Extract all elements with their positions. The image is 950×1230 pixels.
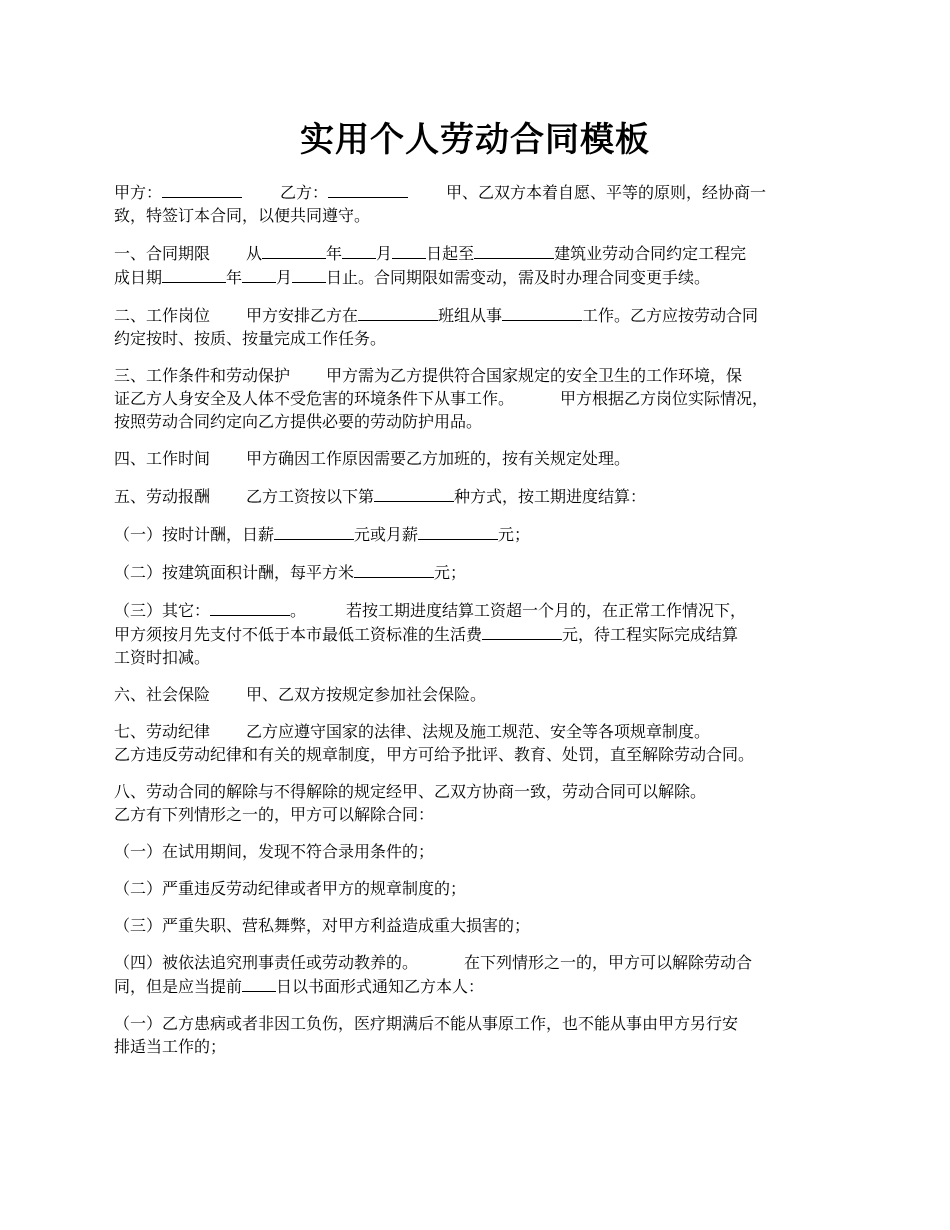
termination-item-3: （三）严重失职、营私舞弊，对甲方利益造成重大损害的； [114,916,531,935]
daily-pay-blank [274,522,354,540]
start-year-blank [262,241,326,259]
start-day-blank [392,241,426,259]
pay-option-2: （二）按建筑面积计酬，每平方米 元； [114,560,854,584]
parties-line-1 [114,180,854,204]
document-body [114,180,854,1072]
end-month-blank [242,265,276,283]
termination-item-4: （四）被依法追究刑事责任或劳动教养的。 在下列情形之一的，甲方可以解除劳动合 同，但是应当提前 日以书面形式通知乙方本人： [114,953,753,996]
section-heading: 三、工作条件和劳动保护 [114,366,291,385]
document-title: 实用个人劳动合同模板 [300,120,650,160]
job-blank [502,303,582,321]
end-year-blank [162,265,226,283]
other-pay-blank [210,598,290,616]
section-insurance: 六、社会保险 甲、乙双方按规定参加社会保险。 [114,685,487,704]
section-pay: 五、劳动报酬 乙方工资按以下第 种方式，按工期进度结算： [114,484,854,508]
termination-item-2: （二）严重违反劳动纪律或者甲方的规章制度的； [114,879,467,898]
pay-method-blank [374,484,454,502]
pay-option-3: （三）其它： 。 若按工期进度结算工资超一个月的，在正常工作情况下， 甲方须按月先支付不低于本市最低工资标准的生活费 元，待工程实际完成结算 工资时扣减。 [114,598,854,669]
section-heading: 七、劳动纪律 [114,722,211,741]
section-termination: 八、劳动合同的解除与不得解除的规定经甲、乙双方协商一致，劳动合同可以解除。 乙方有下列情形之一的，甲方可以解除合同： [114,782,707,824]
end-day-blank [292,265,326,283]
section-heading: 四、工作时间 [114,449,211,468]
section-term: 一、合同期限 从 年 月 日起至 建筑业劳动合同约定工程完 成日期 年 月 日止。合同期限如需变动，需及时办理合同变更手续。 [114,241,854,289]
living-allowance-blank [482,622,562,640]
section-discipline: 七、劳动纪律 乙方应遵守国家的法律、法规及施工规范、安全等各项规章制度。 乙方违反劳动纪律和有关的规章制度，甲方可给予批评、教育、处罚，直至解除劳动合同。 [114,722,755,764]
parties-paragraph [114,180,854,227]
section-heading: 六、社会保险 [114,685,211,704]
party-a-label: 甲方： [114,183,163,202]
start-month-blank [342,241,376,259]
monthly-pay-blank [418,522,498,540]
parties-line-2: 致，特签订本合同，以便共同遵守。 [114,206,371,225]
pay-option-1: （一）按时计酬，日薪 元或月薪 元； [114,522,854,546]
section-position: 二、工作岗位 甲方安排乙方在 班组从事 工作。乙方应按劳动合同 约定按时、按质、按量完成工作任务。 [114,303,854,350]
section-hours: 四、工作时间 甲方确因工作原因需要乙方加班的，按有关规定处理。 [114,449,631,468]
section-heading: 一、合同期限 [114,244,211,263]
party-b-blank [328,180,408,198]
party-b-label: 乙方： [280,183,329,202]
section-heading: 二、工作岗位 [114,306,211,325]
intro-text-1: 甲、乙双方本着自愿、平等的原则，经协商一 [446,183,767,202]
party-a-blank [162,180,242,198]
notice-item-1: （一）乙方患病或者非因工负伤，医疗期满后不能从事原工作，也不能从事由甲方另行安 排适当工作的； [114,1014,739,1056]
project-blank [474,241,554,259]
notice-days-blank [242,974,276,992]
area-pay-blank [354,560,434,578]
section-heading: 五、劳动报酬 [114,487,211,506]
team-blank [358,303,438,321]
termination-item-1: （一）在试用期间，发现不符合录用条件的； [114,842,435,861]
section-conditions: 三、工作条件和劳动保护 甲方需为乙方提供符合国家规定的安全卫生的工作环境，保 证乙方人身安全及人体不受危害的环境条件下从事工作。 甲方根据乙方岗位实际情况， 按照劳动合同约定向乙方提供必要的劳动防护用品。 [114,366,769,431]
